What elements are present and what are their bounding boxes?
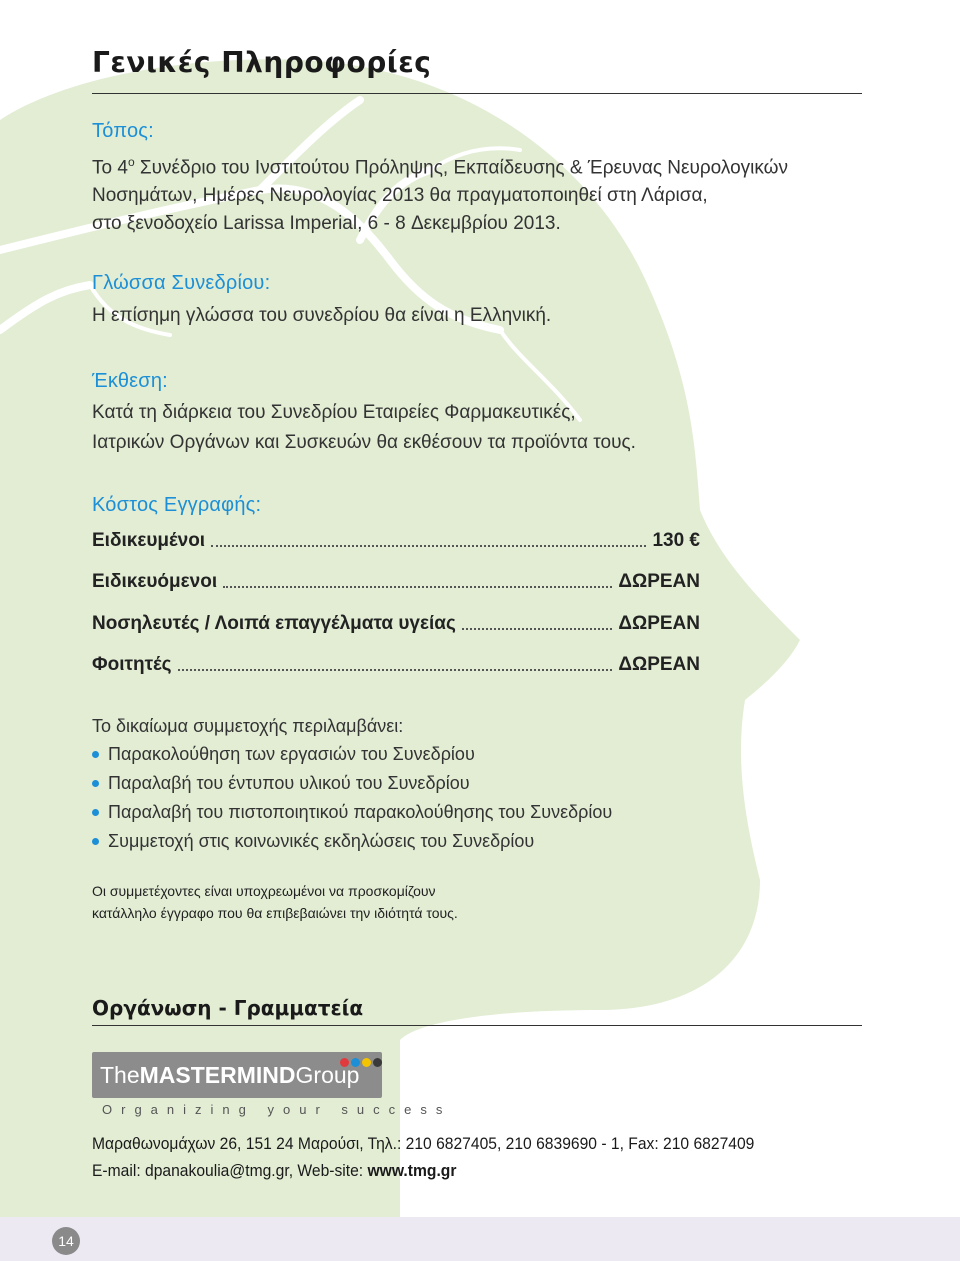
page-number: 14 — [52, 1227, 80, 1255]
fee-label: Ειδικευμένοι — [92, 530, 206, 551]
exhibition-line-2: Ιατρικών Οργάνων και Συσκευών θα εκθέσουν τα προϊόντα τους. — [92, 432, 636, 453]
fee-leader-dots — [211, 545, 646, 547]
page-footer — [0, 1217, 960, 1261]
id-document-note — [92, 880, 458, 924]
mastermind-logo — [92, 1052, 382, 1098]
exhibition-line-1: Κατά τη διάρκεια του Συνεδρίου Εταιρείες Φαρμακευτικές, — [92, 402, 576, 423]
fee-label: Ειδικευόμενοι — [92, 571, 218, 592]
page-title: Γενικές Πληροφορίες — [92, 46, 432, 79]
fee-row-specialists — [92, 528, 700, 552]
title-divider — [92, 93, 862, 94]
organizer-contact-line — [92, 1159, 456, 1183]
fee-label: Νοσηλευτές / Λοιπά επαγγέλματα υγείας — [92, 613, 456, 634]
registration-heading: Κόστος Εγγραφής: — [92, 494, 262, 516]
venue-text — [92, 148, 788, 238]
language-heading: Γλώσσα Συνεδρίου: — [92, 272, 271, 294]
fee-row-residents — [92, 569, 700, 593]
fee-value: ΔΩΡΕΑΝ — [618, 571, 700, 592]
includes-list — [92, 740, 612, 856]
exhibition-heading: Έκθεση: — [92, 370, 168, 392]
fee-row-nurses — [92, 611, 700, 635]
fee-value: ΔΩΡΕΑΝ — [618, 613, 700, 634]
logo-dot — [362, 1058, 371, 1067]
organizer-heading: Οργάνωση - Γραμματεία — [92, 996, 364, 1020]
fee-leader-dots — [223, 586, 612, 588]
email-text: E-mail: dpanakoulia@tmg.gr, Web-site: — [92, 1161, 368, 1180]
includes-intro: Το δικαίωμα συμμετοχής περιλαμβάνει: — [92, 716, 404, 736]
fee-label: Φοιτητές — [92, 654, 172, 675]
list-item: Παραλαβή του έντυπου υλικού του Συνεδρίου — [92, 769, 612, 798]
fee-value: ΔΩΡΕΑΝ — [618, 654, 700, 675]
fee-leader-dots — [178, 669, 613, 671]
list-item: Συμμετοχή στις κοινωνικές εκδηλώσεις του Συνεδρίου — [92, 827, 612, 856]
exhibition-text — [92, 398, 636, 458]
logo-tagline: Organizing your success — [102, 1102, 452, 1117]
fee-leader-dots — [462, 628, 612, 630]
venue-line-2: Νοσημάτων, Ημέρες Νευρολογίας 2013 θα πραγματοποιηθεί στη Λάρισα, — [92, 185, 708, 207]
venue-line-3: στο ξενοδοχείο Larissa Imperial, 6 - 8 Δεκεμβρίου 2013. — [92, 213, 561, 235]
note-line-2: κατάλληλο έγγραφο που θα επιβεβαιώνει την ιδιότητά τους. — [92, 905, 458, 921]
language-text: Η επίσημη γλώσσα του συνεδρίου θα είναι η Ελληνική. — [92, 305, 552, 326]
logo-dot — [373, 1058, 382, 1067]
organizer-divider — [92, 1025, 862, 1026]
note-line-1: Οι συμμετέχοντες είναι υποχρεωμένοι να προσκομίζουν — [92, 883, 436, 899]
logo-wordmark: TheMASTERMINDGroup — [100, 1062, 360, 1088]
venue-line-1: Το $4^o$ Συνέδριο του Ινστιτούτου Πρόληψης, Εκπαίδευσης & Έρευνας Νευρολογικών — [92, 155, 788, 179]
organizer-address: Μαραθωνομάχων 26, 151 24 Μαρούσι, Τηλ.: 210 6827405, 210 6839690 - 1, Fax: 210 6827409 — [92, 1134, 755, 1153]
venue-heading: Τόπος: — [92, 120, 154, 142]
fee-row-students — [92, 652, 700, 676]
website-link[interactable]: www.tmg.gr — [367, 1161, 457, 1180]
list-item: Παραλαβή του πιστοποιητικού παρακολούθησης του Συνεδρίου — [92, 798, 612, 827]
fee-value: 130 € — [652, 530, 700, 551]
list-item: Παρακολούθηση των εργασιών του Συνεδρίου — [92, 740, 612, 769]
